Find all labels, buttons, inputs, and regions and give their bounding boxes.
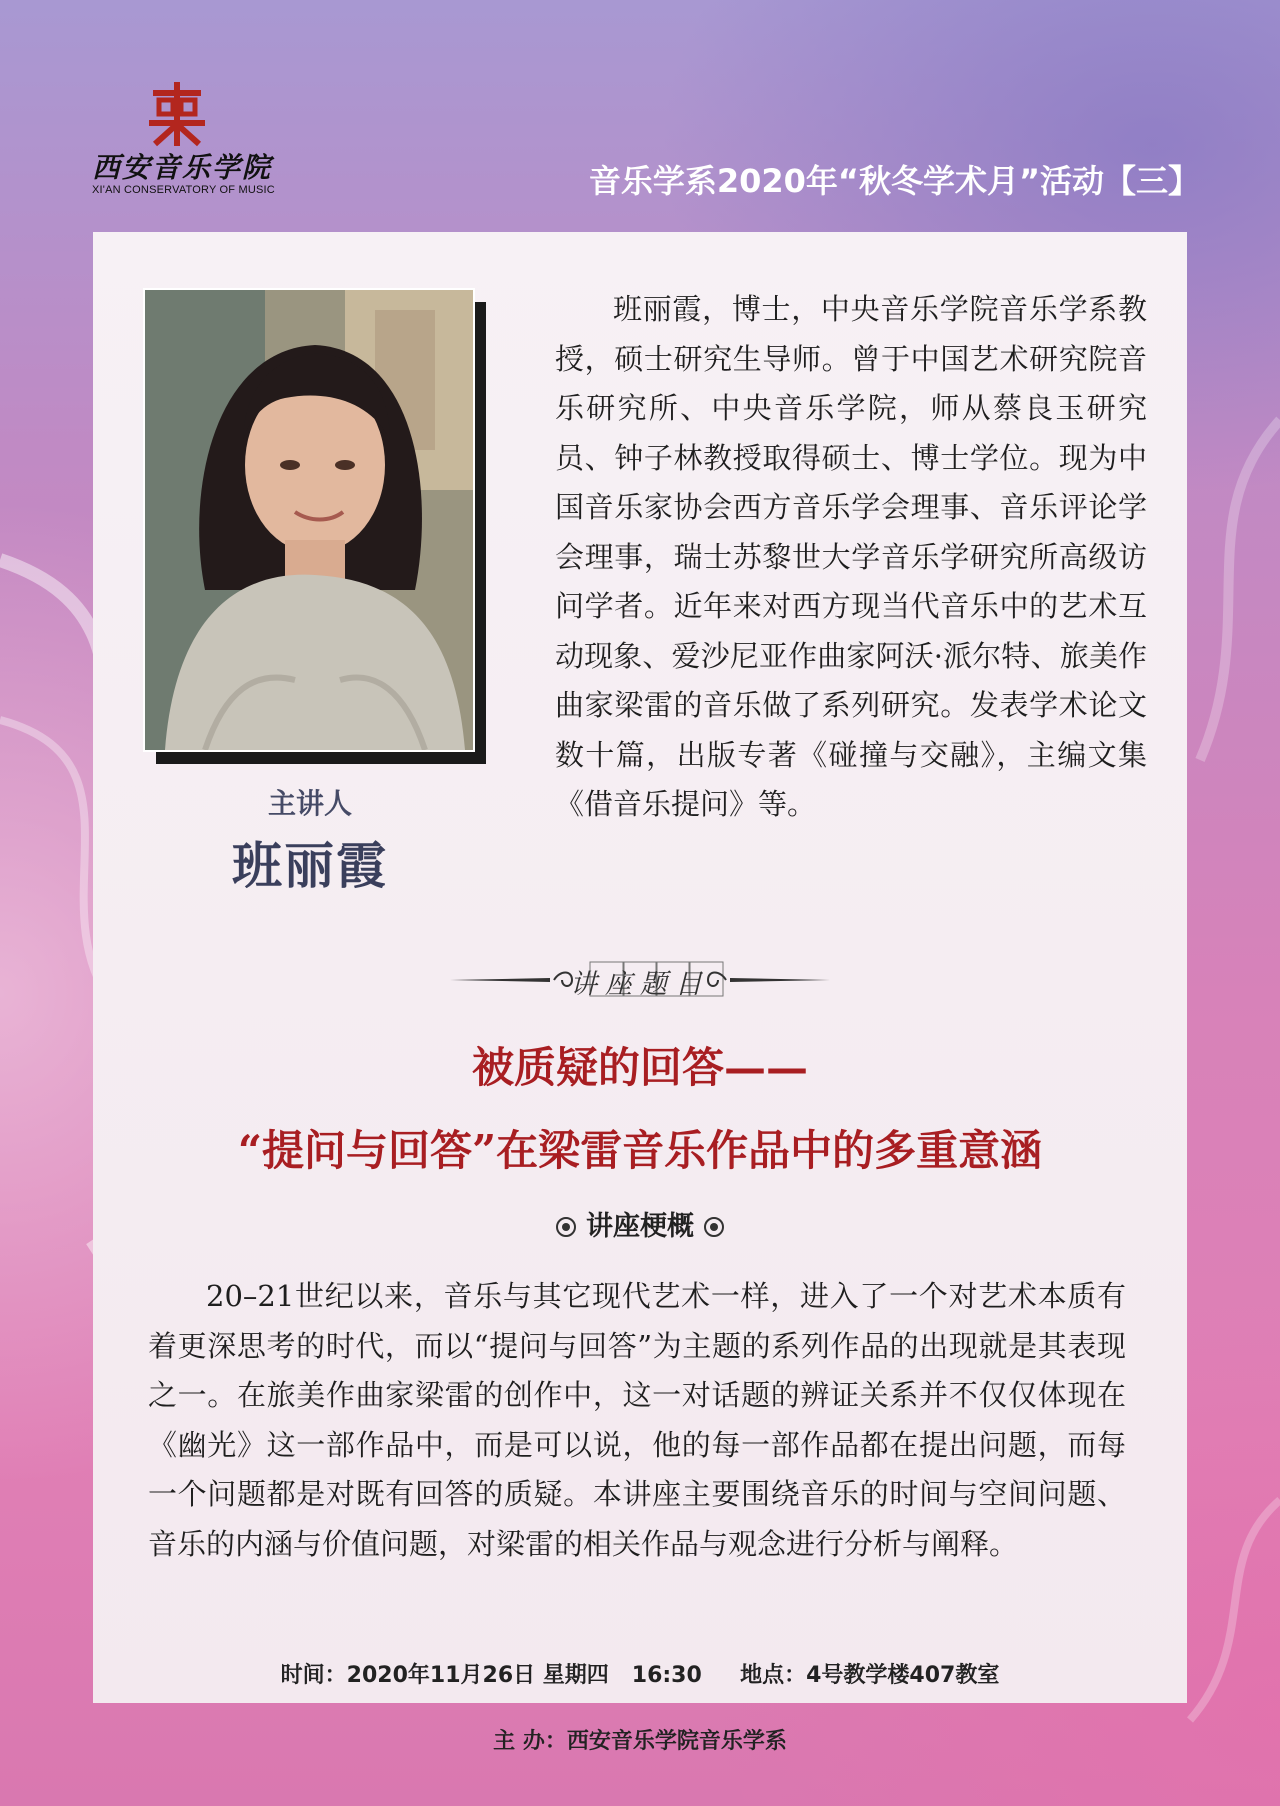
event-series-title: 音乐学系2020年“秋冬学术月”活动【三】 (588, 162, 1200, 200)
event-host: 主 办：西安音乐学院音乐学系 (493, 1729, 787, 1754)
yue-character-seal-icon (147, 80, 207, 148)
school-logo (92, 80, 275, 205)
speaker-photo (143, 288, 475, 752)
target-circle-icon (704, 1217, 724, 1237)
speaker-portrait-illustration (145, 290, 473, 750)
event-time-location: 时间：2020年11月26日 星期四 16:30 地点：4号教学楼407教室 (280, 1663, 1000, 1688)
lecture-summary: 20–21世纪以来，音乐与其它现代艺术一样，进入了一个对艺术本质有着更深思考的时代，而以“提问与回答”为主题的系列作品的出现就是其表现之一。在旅美作曲家梁雷的创作中，这一对话题的辨证关系并不仅仅体现在《幽光》这一部作品中，而是可以说，他的每一部作品都在提出问题，而每一个问题都是对既有回答的质疑。本讲座主要围绕音乐的时间与空间问题、音乐的内涵与价值问题，对梁雷的相关作品与观念进行分析与阐释。 (148, 1279, 1126, 1561)
speaker-bio: 班丽霞，博士，中央音乐学院音乐学系教授，硕士研究生导师。曾于中国艺术研究院音乐研究所、中央音乐学院，师从蔡良玉研究员、钟子林教授取得硕士、博士学位。现为中国音乐家协会西方音乐学会理事、音乐评论学会理事，瑞士苏黎世大学音乐学研究所高级访问学者。近年来对西方现当代音乐中的艺术互动现象、爱沙尼亚作曲家阿沃·派尔特、旅美作曲家梁雷的音乐做了系列研究。发表学术论文数十篇，出版专著《碰撞与交融》，主编文集《借音乐提问》等。 (555, 292, 1147, 821)
speaker-name: 班丽霞 (232, 837, 388, 895)
logo-name-en: XI'AN CONSERVATORY OF MUSIC (92, 184, 275, 196)
summary-heading-label: 讲座梗概 (586, 1211, 694, 1242)
summary-heading (500, 1204, 780, 1243)
target-circle-icon (556, 1217, 576, 1237)
lecture-title-line-1: 被质疑的回答—— (471, 1043, 808, 1092)
lecture-section-label: 讲座题目 (570, 969, 710, 1000)
speaker-role-label: 主讲人 (267, 787, 352, 820)
lecture-title-line-2: “提问与回答”在梁雷音乐作品中的多重意涵 (237, 1126, 1043, 1175)
logo-name-cn: 西安音乐学院 (92, 151, 273, 184)
